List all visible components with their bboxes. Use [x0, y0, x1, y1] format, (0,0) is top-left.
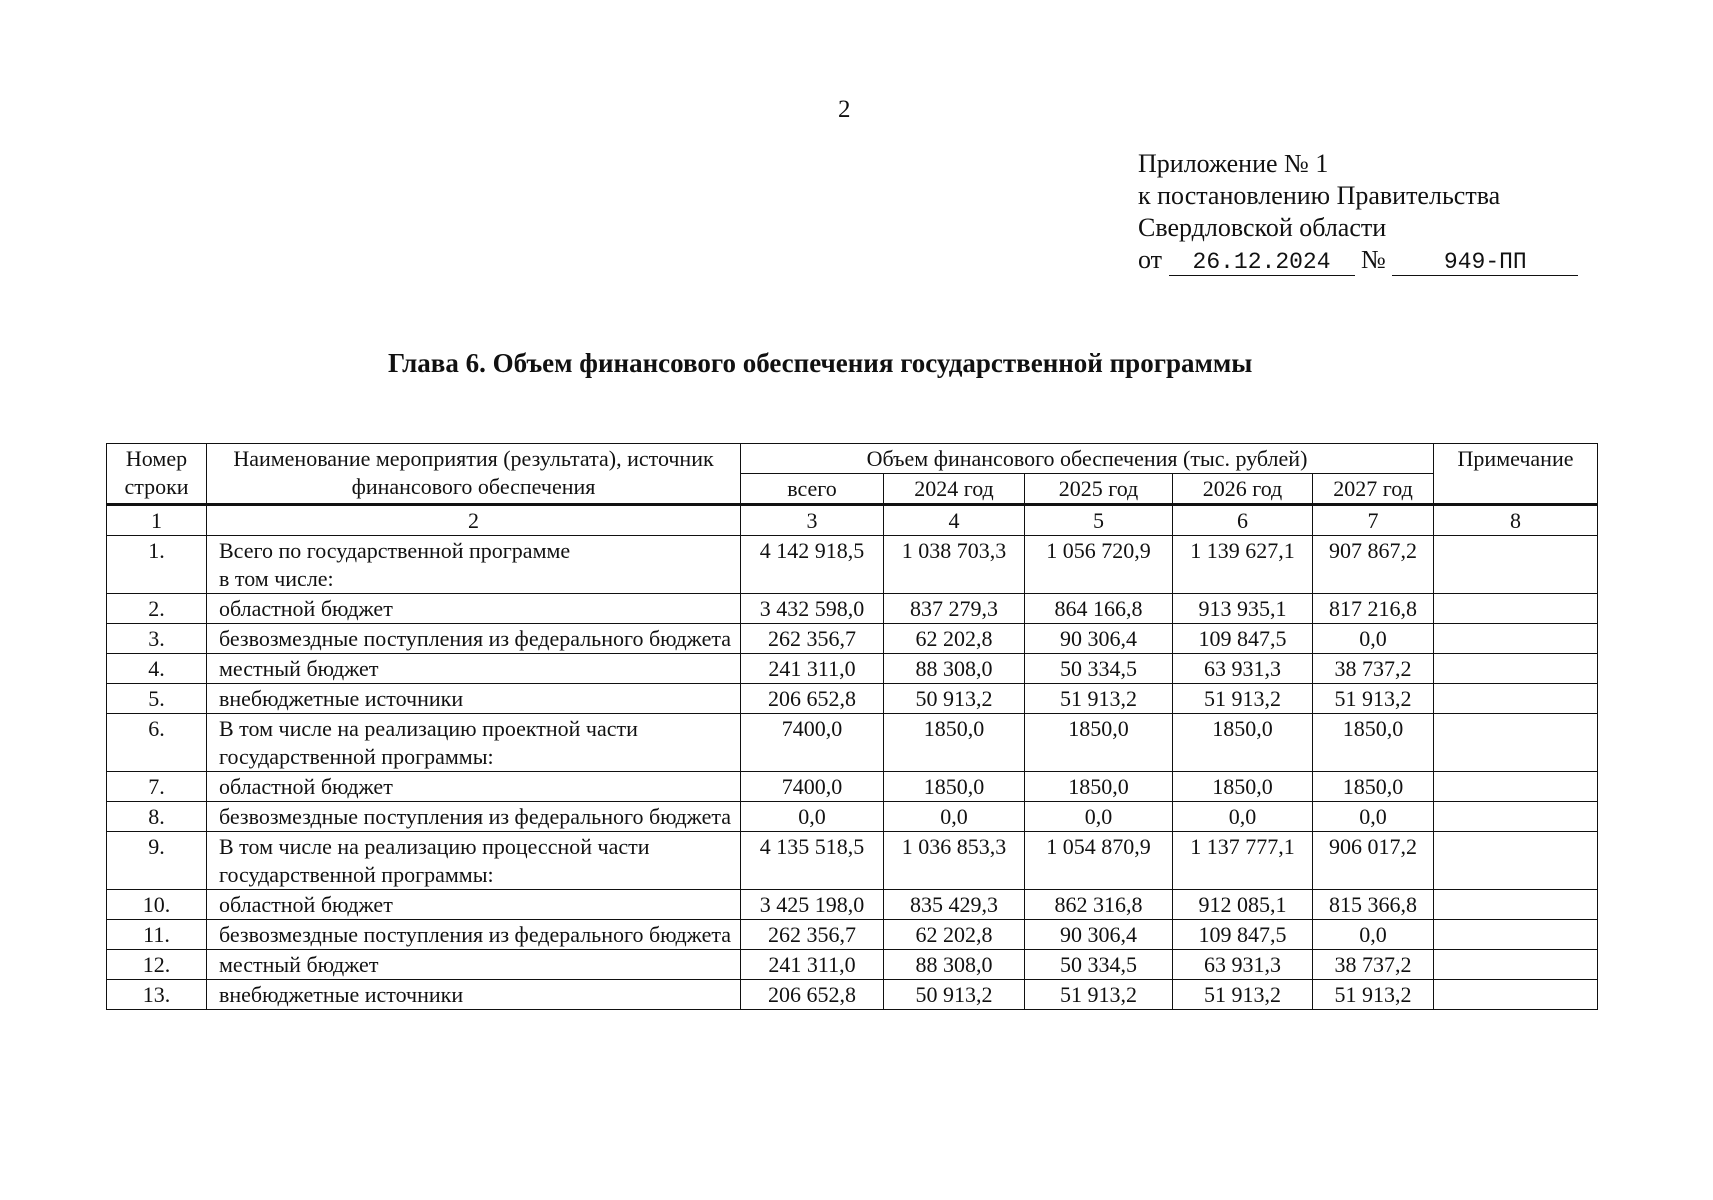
- row-number-cell: 2.: [107, 594, 207, 624]
- column-index: 2: [207, 505, 741, 536]
- annex-number-label: №: [1361, 245, 1386, 274]
- row-2027-cell: 1850,0: [1313, 714, 1434, 772]
- row-name-cell: В том числе на реализацию проектной части государственной программы:: [207, 714, 741, 772]
- row-2025-cell: 1 056 720,9: [1025, 536, 1173, 594]
- row-2026-cell: 63 931,3: [1173, 950, 1313, 980]
- row-number-cell: 4.: [107, 654, 207, 684]
- table-row: [107, 714, 1598, 772]
- table-body: [107, 505, 1598, 1010]
- column-index: 8: [1434, 505, 1598, 536]
- row-2026-cell: 912 085,1: [1173, 890, 1313, 920]
- row-total-cell: 262 356,7: [741, 920, 884, 950]
- row-2024-cell: 1850,0: [884, 772, 1025, 802]
- row-2025-cell: 1850,0: [1025, 714, 1173, 772]
- row-name-cell: Всего по государственной программе в том числе:: [207, 536, 741, 594]
- row-total-cell: 262 356,7: [741, 624, 884, 654]
- annex-line-2: к постановлению Правительства: [1138, 181, 1501, 210]
- row-name-cell: безвозмездные поступления из федерального бюджета: [207, 624, 741, 654]
- row-name-cell: местный бюджет: [207, 654, 741, 684]
- annex-from-label: от: [1138, 245, 1163, 274]
- table-row: [107, 950, 1598, 980]
- row-total-cell: 4 142 918,5: [741, 536, 884, 594]
- row-name-cell: В том числе на реализацию процессной части государственной программы:: [207, 832, 741, 890]
- row-2024-cell: 0,0: [884, 802, 1025, 832]
- row-2026-cell: 1 137 777,1: [1173, 832, 1313, 890]
- row-2027-cell: 817 216,8: [1313, 594, 1434, 624]
- row-2025-cell: 862 316,8: [1025, 890, 1173, 920]
- column-index: 6: [1173, 505, 1313, 536]
- row-note-cell: [1434, 890, 1598, 920]
- row-2025-cell: 1 054 870,9: [1025, 832, 1173, 890]
- header-2026: 2026 год: [1173, 474, 1313, 505]
- row-2027-cell: 38 737,2: [1313, 654, 1434, 684]
- row-number-cell: 6.: [107, 714, 207, 772]
- row-2026-cell: 51 913,2: [1173, 684, 1313, 714]
- annex-line-3: Свердловской области: [1138, 213, 1387, 242]
- annex-block: [1138, 148, 1578, 276]
- row-number-cell: 10.: [107, 890, 207, 920]
- row-total-cell: 206 652,8: [741, 980, 884, 1010]
- annex-number: 949-ПП: [1392, 249, 1578, 276]
- row-name-cell: внебюджетные источники: [207, 684, 741, 714]
- row-number-cell: 12.: [107, 950, 207, 980]
- table-row: [107, 890, 1598, 920]
- row-name-cell: безвозмездные поступления из федерального бюджета: [207, 920, 741, 950]
- table-row: [107, 802, 1598, 832]
- table-row: [107, 624, 1598, 654]
- row-2024-cell: 62 202,8: [884, 920, 1025, 950]
- row-2027-cell: 815 366,8: [1313, 890, 1434, 920]
- row-2025-cell: 0,0: [1025, 802, 1173, 832]
- row-2025-cell: 90 306,4: [1025, 624, 1173, 654]
- row-note-cell: [1434, 624, 1598, 654]
- row-2025-cell: 864 166,8: [1025, 594, 1173, 624]
- row-2027-cell: 51 913,2: [1313, 980, 1434, 1010]
- table-row: [107, 654, 1598, 684]
- financing-table: [106, 443, 1598, 1010]
- row-note-cell: [1434, 594, 1598, 624]
- row-note-cell: [1434, 684, 1598, 714]
- row-total-cell: 4 135 518,5: [741, 832, 884, 890]
- column-index: 3: [741, 505, 884, 536]
- table-row: [107, 684, 1598, 714]
- header-total: всего: [741, 474, 884, 505]
- row-number-cell: 9.: [107, 832, 207, 890]
- table-row: [107, 980, 1598, 1010]
- annex-date: 26.12.2024: [1169, 249, 1355, 276]
- row-name-cell: безвозмездные поступления из федерального бюджета: [207, 802, 741, 832]
- row-name-cell: областной бюджет: [207, 772, 741, 802]
- row-note-cell: [1434, 714, 1598, 772]
- row-total-cell: 241 311,0: [741, 950, 884, 980]
- column-index-row: [107, 505, 1598, 536]
- row-number-cell: 11.: [107, 920, 207, 950]
- row-2024-cell: 62 202,8: [884, 624, 1025, 654]
- row-2027-cell: 0,0: [1313, 920, 1434, 950]
- row-2027-cell: 906 017,2: [1313, 832, 1434, 890]
- row-2026-cell: 1 139 627,1: [1173, 536, 1313, 594]
- row-total-cell: 206 652,8: [741, 684, 884, 714]
- row-2025-cell: 50 334,5: [1025, 950, 1173, 980]
- table-row: [107, 594, 1598, 624]
- header-volume: Объем финансового обеспечения (тыс. рублей): [741, 444, 1434, 474]
- row-2024-cell: 50 913,2: [884, 684, 1025, 714]
- row-total-cell: 241 311,0: [741, 654, 884, 684]
- row-2024-cell: 1 038 703,3: [884, 536, 1025, 594]
- row-2026-cell: 913 935,1: [1173, 594, 1313, 624]
- header-2025: 2025 год: [1025, 474, 1173, 505]
- column-index: 1: [107, 505, 207, 536]
- column-index: 4: [884, 505, 1025, 536]
- row-2026-cell: 0,0: [1173, 802, 1313, 832]
- header-2024: 2024 год: [884, 474, 1025, 505]
- row-total-cell: 0,0: [741, 802, 884, 832]
- row-2025-cell: 51 913,2: [1025, 684, 1173, 714]
- row-number-cell: 8.: [107, 802, 207, 832]
- row-number-cell: 3.: [107, 624, 207, 654]
- header-name: Наименование мероприятия (результата), источник финансового обеспечения: [207, 444, 741, 505]
- row-2025-cell: 50 334,5: [1025, 654, 1173, 684]
- row-2026-cell: 109 847,5: [1173, 624, 1313, 654]
- header-row-number: Номер строки: [107, 444, 207, 505]
- row-2026-cell: 1850,0: [1173, 772, 1313, 802]
- row-2027-cell: 1850,0: [1313, 772, 1434, 802]
- row-2024-cell: 1 036 853,3: [884, 832, 1025, 890]
- table-row: [107, 536, 1598, 594]
- row-note-cell: [1434, 536, 1598, 594]
- row-name-cell: местный бюджет: [207, 950, 741, 980]
- row-2027-cell: 0,0: [1313, 802, 1434, 832]
- row-note-cell: [1434, 832, 1598, 890]
- row-note-cell: [1434, 802, 1598, 832]
- row-name-cell: областной бюджет: [207, 594, 741, 624]
- row-2025-cell: 1850,0: [1025, 772, 1173, 802]
- row-2025-cell: 51 913,2: [1025, 980, 1173, 1010]
- row-2024-cell: 88 308,0: [884, 654, 1025, 684]
- row-number-cell: 13.: [107, 980, 207, 1010]
- header-row-1: [107, 444, 1598, 474]
- row-number-cell: 7.: [107, 772, 207, 802]
- row-2027-cell: 0,0: [1313, 624, 1434, 654]
- row-note-cell: [1434, 654, 1598, 684]
- column-index: 7: [1313, 505, 1434, 536]
- table-row: [107, 772, 1598, 802]
- row-number-cell: 5.: [107, 684, 207, 714]
- table-row: [107, 920, 1598, 950]
- row-total-cell: 3 432 598,0: [741, 594, 884, 624]
- row-2025-cell: 90 306,4: [1025, 920, 1173, 950]
- row-2026-cell: 109 847,5: [1173, 920, 1313, 950]
- row-2024-cell: 88 308,0: [884, 950, 1025, 980]
- row-total-cell: 7400,0: [741, 714, 884, 772]
- header-2027: 2027 год: [1313, 474, 1434, 505]
- row-2024-cell: 835 429,3: [884, 890, 1025, 920]
- row-note-cell: [1434, 920, 1598, 950]
- row-note-cell: [1434, 980, 1598, 1010]
- row-note-cell: [1434, 950, 1598, 980]
- row-2024-cell: 1850,0: [884, 714, 1025, 772]
- header-note: Примечание: [1434, 444, 1598, 505]
- row-total-cell: 7400,0: [741, 772, 884, 802]
- row-total-cell: 3 425 198,0: [741, 890, 884, 920]
- annex-line-1: Приложение № 1: [1138, 149, 1329, 178]
- row-2026-cell: 63 931,3: [1173, 654, 1313, 684]
- page-number: 2: [838, 96, 851, 123]
- row-2027-cell: 907 867,2: [1313, 536, 1434, 594]
- row-name-cell: областной бюджет: [207, 890, 741, 920]
- row-name-cell: внебюджетные источники: [207, 980, 741, 1010]
- annex-date-line: [1138, 244, 1578, 276]
- table-row: [107, 832, 1598, 890]
- row-2024-cell: 837 279,3: [884, 594, 1025, 624]
- row-note-cell: [1434, 772, 1598, 802]
- row-2027-cell: 51 913,2: [1313, 684, 1434, 714]
- row-2024-cell: 50 913,2: [884, 980, 1025, 1010]
- row-2027-cell: 38 737,2: [1313, 950, 1434, 980]
- row-2026-cell: 1850,0: [1173, 714, 1313, 772]
- chapter-title: Глава 6. Объем финансового обеспечения государственной программы: [388, 348, 1253, 378]
- column-index: 5: [1025, 505, 1173, 536]
- row-2026-cell: 51 913,2: [1173, 980, 1313, 1010]
- row-number-cell: 1.: [107, 536, 207, 594]
